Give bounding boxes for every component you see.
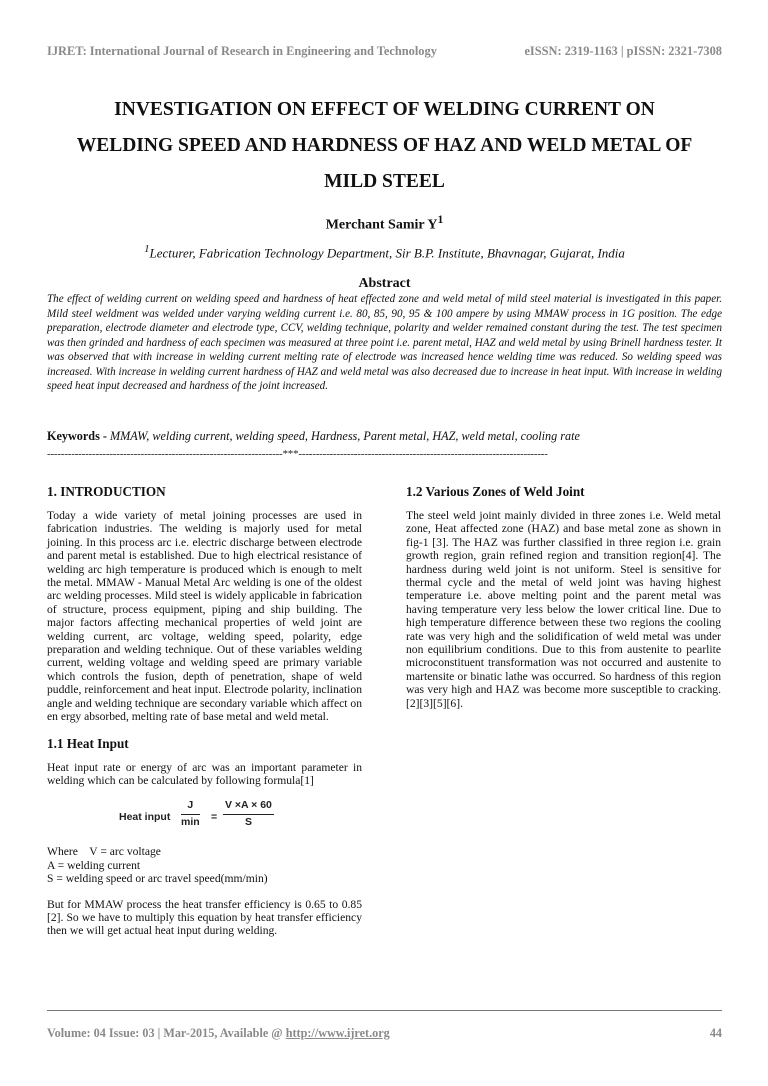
intro-heading: 1. INTRODUCTION (47, 484, 166, 499)
formula-label: Heat input (119, 811, 171, 824)
title-line-2: WELDING SPEED AND HARDNESS OF HAZ AND WELD METAL OF (76, 135, 693, 156)
author-sup: 1 (437, 213, 444, 226)
where-line-2: A = welding current (47, 858, 141, 872)
author (47, 213, 722, 234)
heat-input-text: Heat input rate or energy of arc was an important parameter in welding which can be calculated by following formula[1] (47, 760, 362, 787)
keywords-label: Keywords - (47, 429, 107, 443)
heat-input-heading: 1.1 Heat Input (47, 735, 129, 751)
running-header (47, 44, 722, 62)
heat-input-text-2: But for MMAW process the heat transfer efficiency is 0.65 to 0.85 [2]. So we have to multiply this equation by heat transfer efficiency then we will get actual heat input during welding. (47, 897, 362, 938)
formula-rhs-den: S (244, 815, 252, 828)
keywords (47, 429, 722, 444)
formula-lhs-den: min (181, 815, 200, 828)
footer-volume (47, 1026, 390, 1041)
affiliation-sup: 1 (144, 243, 150, 255)
right-column (406, 484, 721, 710)
footer-divider (47, 1010, 722, 1011)
running-footer (47, 1026, 722, 1044)
formula-rhs-num: V ×A × 60 (223, 799, 274, 814)
issn-label: eISSN: 2319-1163 | pISSN: 2321-7308 (524, 44, 722, 58)
footer-volume-text: Volume: 04 Issue: 03 | Mar-2015, Available @ (47, 1026, 286, 1040)
paper-title (47, 92, 722, 200)
where-line-1: Where V = arc voltage (47, 845, 161, 859)
page-number: 44 (709, 1026, 722, 1040)
heat-input-formula (119, 799, 362, 835)
section-separator: --------------------------------------------------------------------***------------------------------------------------------------------------ (47, 448, 548, 460)
zones-text: The steel weld joint mainly divided in three zones i.e. Weld metal zone, Heat affected zone (HAZ) and base metal zone as shown in fig-1 [3]. The HAZ was further classified in three region i.e. grain growth region, grain refined region and transition region[4]. The hardness during weld joint is not uniform. Steel is sensitive for thermal cycle and the metal of weld joint was having highest temperature i.e. above melting point and the parent metal was having temperature very less below the lower critical line. Due to high temperature difference between these two regions the cooling rate was very high and the solidification of weld metal was under non equilibrium conditions. Due to this from austenite to pearlite microconstituent transformation was not occurred and austenite to martensite or binatic lathe was occurred. So hardness of this region was very high and HAZ was become more susceptible to cracking. [2][3][5][6]. (406, 509, 721, 710)
journal-url-link[interactable]: http://www.ijret.org (285, 1026, 390, 1040)
affiliation-text: Lecturer, Fabrication Technology Department, Sir B.P. Institute, Bhavnagar, Gujarat, India (149, 245, 625, 261)
where-line-3: S = welding speed or arc travel speed(mm/min) (47, 872, 268, 886)
journal-name: IJRET: International Journal of Research in Engineering and Technology (47, 44, 437, 58)
affiliation (47, 243, 722, 261)
zones-heading: 1.2 Various Zones of Weld Joint (406, 484, 585, 499)
author-name: Merchant Samir Y (325, 217, 438, 233)
intro-text: Today a wide variety of metal joining processes are used in fabrication industries. The welding is majorly used for metal joining. In this process arc i.e. electric discharge between electrode and parent metal is established. Due to high electrical resistance of welding arc high temperature is produced which is enough to melt the metal. MMAW - Manual Metal Arc welding is one of the oldest arc welding processes. Mild steel is widely applicable in fabrication of structure, process equipment, piping and ship building. The major factors affecting mechanical properties of weld joint are welding current, arc voltage, welding speed, polarity, edge preparation and welding technique. Out of these variables welding current, welding voltage and welding speed are primary variable which controls the fusion, depth of penetration, shape of weld puddle, reinforcement and heat input. Electrode polarity, inclination angle and welding technique are secondary variable which affect on en ergy absorbed, melting rate of base metal and weld metal. (47, 509, 362, 724)
left-column (47, 484, 362, 938)
formula-lhs-num: J (181, 799, 200, 814)
abstract-heading: Abstract (358, 276, 411, 291)
title-line-3: MILD STEEL (324, 171, 445, 192)
keywords-text: MMAW, welding current, welding speed, Hardness, Parent metal, HAZ, weld metal, cooling rate (106, 429, 580, 443)
formula-equals: = (211, 811, 218, 824)
formula-rhs (223, 799, 274, 829)
formula-lhs (181, 799, 200, 829)
abstract-text: The effect of welding current on welding speed and hardness of heat effected zone and weld metal of mild steel material is investigated in this paper. Mild steel weldment was welded under varying welding current i.e. 80, 85, 90, 95 & 100 ampere by using MMAW process in 1G position. The edge preparation, electrode diameter and electrode type, CCV, welding technique, polarity and welder remained constant during the test. The test specimen was then grinded and hardness of each specimen was measured at three point i.e. parent metal, HAZ and weld metal by using Brinell hardness tester. It was observed that with increase in welding current melting rate of electrode was increased hence welding time was reduced. So welding speed was increased. With increase in welding current hardness of HAZ and weld metal was also decreased due to increase in heat input. With increase in welding speed heat input decreased and hardness of the joint increased. (47, 293, 722, 392)
title-line-1: INVESTIGATION ON EFFECT OF WELDING CURRENT ON (114, 99, 655, 120)
